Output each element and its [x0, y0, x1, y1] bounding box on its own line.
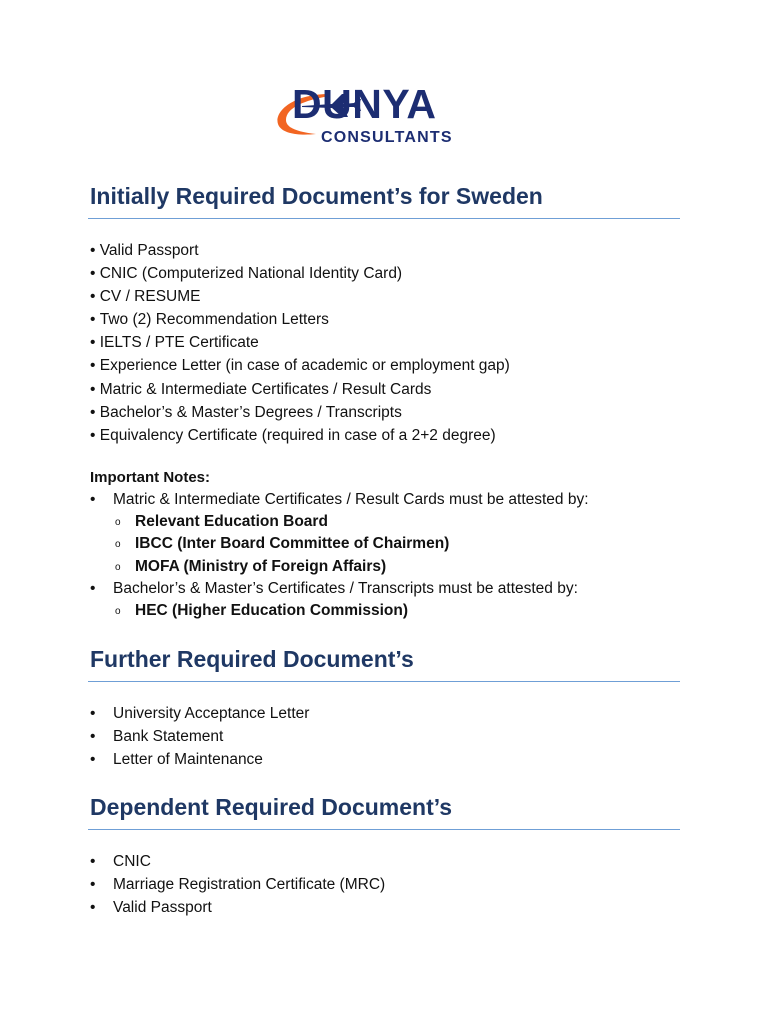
list-item: • CNIC (Computerized National Identity Card)	[90, 262, 510, 285]
list-item: • Letter of Maintenance	[90, 748, 309, 771]
important-notes-heading: Important Notes:	[90, 469, 210, 486]
note-text: Bachelor’s & Master’s Certificates / Transcripts must be attested by:	[113, 579, 578, 597]
list-item: • Matric & Intermediate Certificates / Result Cards	[90, 378, 510, 401]
dependent-documents-list	[90, 850, 385, 919]
list-item: • Valid Passport	[90, 239, 510, 262]
attestation-list	[113, 600, 589, 622]
attestation-list	[113, 511, 589, 578]
list-item: • Experience Letter (in case of academic or employment gap)	[90, 354, 510, 377]
list-item: • Bachelor’s & Master’s Degrees / Transcripts	[90, 401, 510, 424]
section-title-initial: Initially Required Document’s for Sweden	[90, 183, 543, 209]
list-item: • Equivalency Certificate (required in case of a 2+2 degree)	[90, 424, 510, 447]
section-divider	[88, 829, 680, 830]
note-item	[90, 489, 589, 578]
list-item: • Marriage Registration Certificate (MRC)	[90, 873, 385, 896]
section-title-further: Further Required Document’s	[90, 646, 414, 672]
list-item: • Bank Statement	[90, 725, 309, 748]
attestation-item: o MOFA (Ministry of Foreign Affairs)	[113, 556, 589, 578]
company-logo	[272, 81, 496, 150]
note-text: Matric & Intermediate Certificates / Result Cards must be attested by:	[113, 491, 589, 508]
attestation-item: o IBCC (Inter Board Committee of Chairmen)	[113, 533, 589, 555]
logo-wordmark: DUNYA	[292, 81, 437, 127]
section-divider	[88, 218, 680, 219]
list-item: • Two (2) Recommendation Letters	[90, 308, 510, 331]
attestation-item: o Relevant Education Board	[113, 511, 589, 533]
initial-documents-list	[90, 239, 510, 447]
list-item: • CV / RESUME	[90, 285, 510, 308]
attestation-item: o HEC (Higher Education Commission)	[113, 600, 589, 622]
section-divider	[88, 681, 680, 682]
further-documents-list	[90, 702, 309, 771]
list-item: • IELTS / PTE Certificate	[90, 331, 510, 354]
important-notes-list	[90, 489, 589, 622]
section-title-dependent: Dependent Required Document’s	[90, 794, 453, 820]
list-item: • University Acceptance Letter	[90, 702, 309, 725]
note-item	[90, 578, 589, 622]
list-item: • CNIC	[90, 850, 385, 873]
logo-subtitle: CONSULTANTS	[321, 129, 453, 146]
list-item: • Valid Passport	[90, 896, 385, 919]
